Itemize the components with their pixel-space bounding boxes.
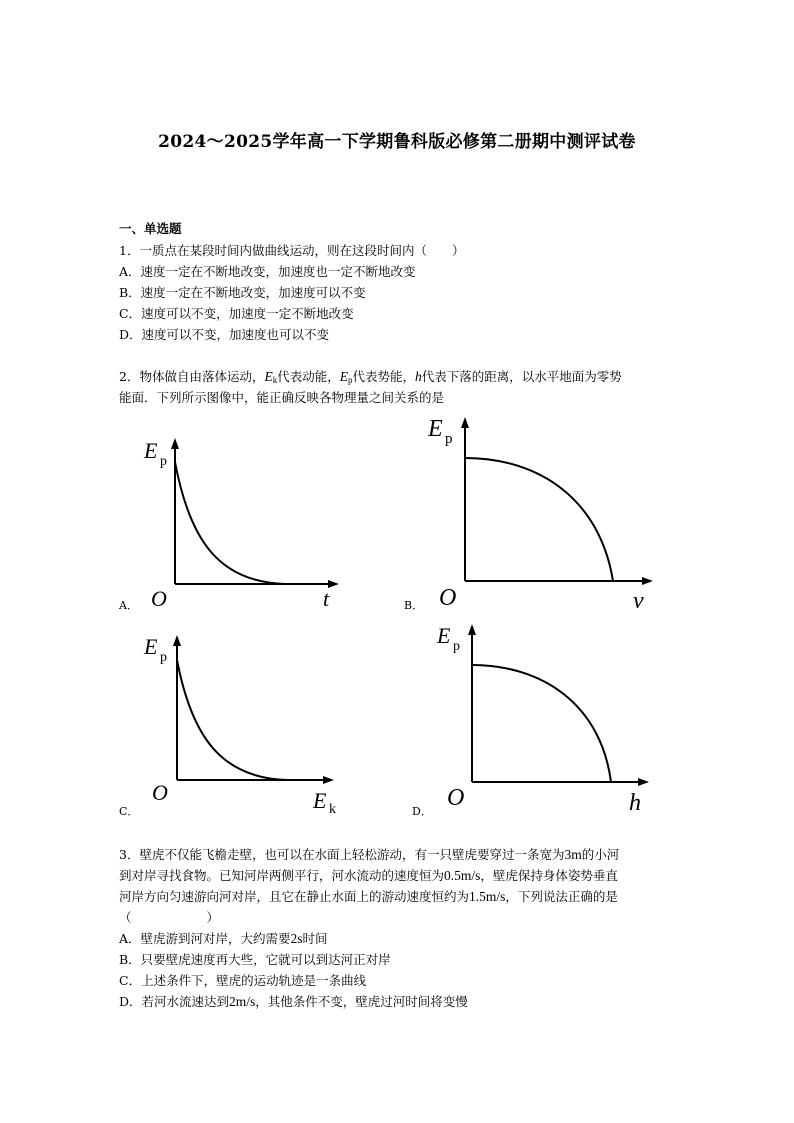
x-axis-arrow: [328, 580, 339, 588]
q1-option-b: B．速度一定在不断地改变，加速度可以不变: [119, 285, 366, 300]
x-axis-subscript: k: [329, 802, 336, 817]
x-axis-arrow: [638, 778, 649, 786]
graph-d-label: D．: [412, 805, 432, 818]
arc-curve: [465, 458, 613, 581]
decay-curve: [175, 462, 285, 584]
y-axis-subscript: p: [160, 650, 167, 665]
y-axis-subscript: p: [453, 639, 460, 654]
y-axis-label: E: [437, 623, 451, 648]
q1-option-a: A．速度一定在不断地改变，加速度也一定不断地改变: [119, 264, 416, 279]
origin-label: O: [439, 585, 457, 611]
q2-stem-line1: 2．物体做自由落体运动，$E_k$代表动能，$E_p$代表势能，h代表下落的距离，以水平地面为零势: [119, 369, 622, 385]
y-axis-label: E: [144, 438, 158, 463]
graph-a-label: A．: [119, 599, 138, 612]
x-axis-label: h: [629, 790, 641, 816]
x-axis-label: E: [313, 788, 327, 813]
q3-option-b: B．只要壁虎速度再大些，它就可以到达河正对岸: [119, 952, 391, 967]
y-axis-arrow: [173, 635, 181, 646]
x-axis-label: v: [633, 588, 644, 614]
graph-d: [433, 617, 663, 817]
graph-a: [140, 432, 350, 617]
q3-stem-line3: 河岸方向匀速游向河对岸，且它在静止水面上的游动速度恒约为1.5m/s，下列说法正确的是: [119, 889, 618, 904]
section-heading: 一、单选题: [119, 221, 182, 236]
y-axis-label: E: [144, 634, 158, 659]
origin-label: O: [151, 586, 167, 611]
q2-stem-line2: 能面．下列所示图像中，能正确反映各物理量之间关系的是: [119, 390, 445, 405]
q1-option-c: C．速度可以不变，加速度一定不断地改变: [119, 306, 354, 321]
q3-stem-line1: 3．壁虎不仅能飞檐走壁，也可以在水面上轻松游动，有一只壁虎要穿过一条宽为3m的小河: [119, 847, 620, 862]
graph-c: [140, 628, 350, 818]
q3-option-a: A．壁虎游到河对岸，大约需要2s时间: [119, 931, 328, 946]
x-axis-arrow: [323, 776, 334, 784]
decay-curve: [177, 660, 287, 780]
graph-b: [425, 410, 665, 614]
q3-stem-line2: 到对岸寻找食物。已知河岸两侧平行，河水流动的速度恒为0.5m/s，壁虎保持身体姿势垂直: [119, 868, 618, 883]
origin-label: O: [447, 785, 465, 811]
q1-option-d: D．速度可以不变，加速度也可以不变: [119, 327, 330, 342]
y-axis-arrow: [461, 417, 469, 428]
x-axis-arrow: [642, 577, 653, 585]
q3-option-c: C．上述条件下，壁虎的运动轨迹是一条曲线: [119, 973, 367, 988]
q1-stem: 1．一质点在某段时间内做曲线运动，则在这段时间内（ ）: [119, 243, 465, 258]
x-axis-label: t: [323, 586, 330, 611]
arc-curve: [472, 665, 611, 782]
exam-title: 2024～2025学年高一下学期鲁科版必修第二册期中测评试卷: [158, 132, 636, 152]
y-axis-subscript: p: [160, 454, 167, 469]
graph-c-label: C．: [119, 805, 139, 818]
y-axis-subscript: p: [445, 431, 453, 447]
y-axis-label: E: [428, 416, 443, 442]
origin-label: O: [152, 780, 168, 805]
q3-answer-blank: （ ）: [119, 910, 220, 925]
y-axis-arrow: [171, 438, 179, 449]
y-axis-arrow: [468, 624, 476, 635]
q3-option-d: D．若河水流速达到2m/s，其他条件不变，壁虎过河时间将变慢: [119, 994, 468, 1009]
graph-b-label: B．: [404, 599, 424, 612]
